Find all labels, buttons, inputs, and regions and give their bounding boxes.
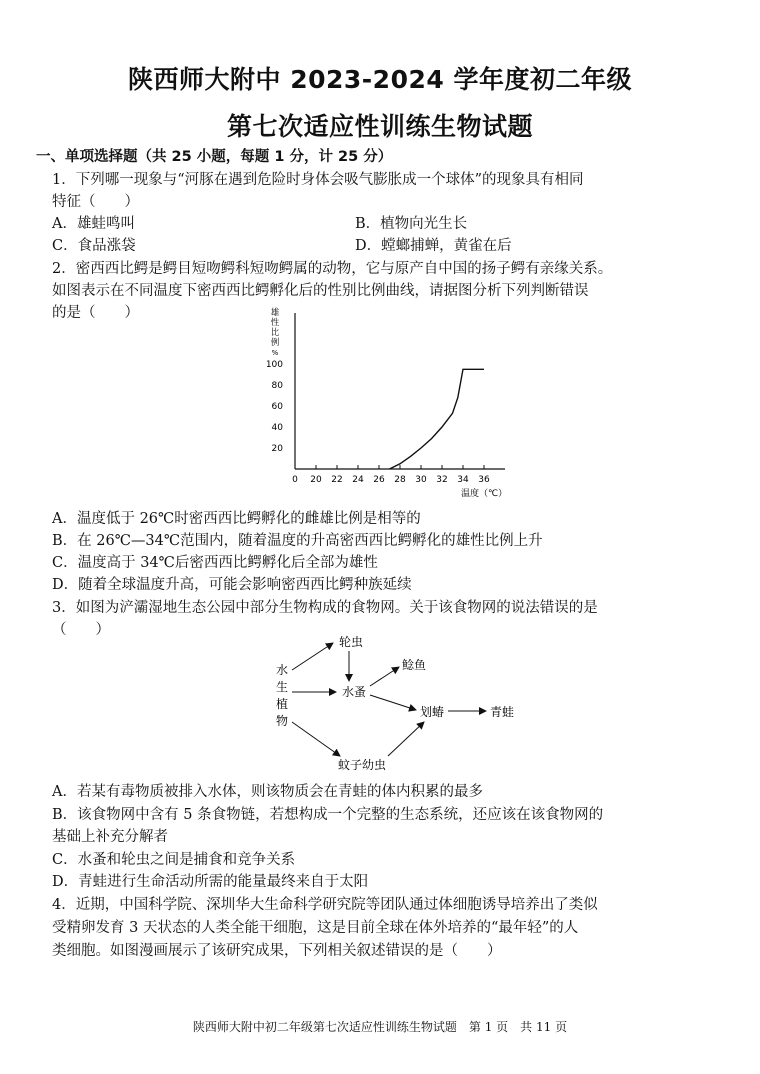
- node-producer-char4: 物: [276, 714, 289, 728]
- node-frog: 青蛙: [490, 705, 515, 719]
- q1-option-d: D．螳螂捕蝉，黄雀在后: [355, 238, 512, 254]
- chart-y-tick-label: 20: [271, 444, 283, 454]
- chart-y-axis-label-char: %: [271, 349, 279, 357]
- q4-stem-line2: 受精卵发育 3 天状态的人类全能干细胞，这是目前全球在体外培养的“最年轻”的人: [52, 920, 579, 936]
- chart-y-tick-label: 100: [265, 360, 283, 370]
- section-heading: 一、单项选择题（共 25 小题，每题 1 分，计 25 分）: [36, 149, 393, 165]
- page-footer: 陕西师大附中初二年级第七次适应性训练生物试题 第 1 页 共 11 页: [192, 1020, 568, 1034]
- q1-stem-line1: 1．下列哪一现象与“河豚在遇到危险时身体会吸气膨胀成一个球体”的现象具有相同: [52, 172, 584, 188]
- q3-option-d: D．青蛙进行生命活动所需的能量最终来自于太阳: [52, 874, 369, 890]
- q2-stem-line1: 2．密西西比鳄是鳄目短吻鳄科短吻鳄属的动物，它与原产自中国的扬子鳄有亲缘关系。: [52, 261, 613, 277]
- q3-stem-line1: 3．如图为浐灞湿地生态公园中部分生物构成的食物网。关于该食物网的说法错误的是: [52, 600, 598, 616]
- node-catfish: 鲶鱼: [402, 658, 427, 672]
- chart-y-axis-label-char: 性: [270, 318, 280, 328]
- arrow-daphnia-to-catfish: [370, 667, 399, 686]
- arrow-plant-to-rotifer: [292, 643, 333, 670]
- chart-x-tick-label: 0: [292, 475, 298, 485]
- q3-option-b-line1: B．该食物网中含有 5 条食物链，若想构成一个完整的生态系统，还应该在该食物网的: [52, 807, 604, 823]
- q4-stem-line1: 4．近期，中国科学院、深圳华大生命科学研究院等团队通过体细胞诱导培养出了类似: [52, 897, 598, 913]
- exam-title-line2: 第七次适应性训练生物试题: [226, 112, 533, 141]
- food-web-diagram: [260, 628, 530, 776]
- chart-x-tick-label: 20: [310, 475, 322, 485]
- sex-ratio-chart: [255, 303, 525, 503]
- q3-stem-line2: （ ）: [52, 622, 110, 638]
- chart-x-tick-label: 28: [394, 475, 406, 485]
- q3-option-a: A．若某有毒物质被排入水体，则该物质会在青蛙的体内积累的最多: [52, 784, 483, 800]
- node-producer-char1: 水: [276, 663, 289, 677]
- q2-option-b: B．在 26℃—34℃范围内，随着温度的升高密西西比鳄孵化的雄性比例上升: [52, 533, 543, 549]
- exam-title-line1: 陕西师大附中 2023-2024 学年度初二年级: [128, 65, 632, 94]
- q2-option-d: D．随着全球温度升高，可能会影响密西西比鳄种族延续: [52, 577, 412, 593]
- chart-y-tick-label: 60: [271, 402, 283, 412]
- q2-stem-line2: 如图表示在不同温度下密西西比鳄孵化后的性别比例曲线，请据图分析下列判断错误: [52, 283, 589, 299]
- chart-y-axis-label-char: 雄: [270, 308, 280, 318]
- node-rotifer: 轮虫: [339, 635, 364, 649]
- chart-x-tick-label: 36: [478, 475, 490, 485]
- q2-stem-line3: 的是（ ）: [52, 305, 139, 321]
- q2-option-a: A．温度低于 26℃时密西西比鳄孵化的雌雄比例是相等的: [52, 511, 421, 527]
- q3-option-c: C．水蚤和轮虫之间是捕食和竞争关系: [52, 852, 296, 868]
- node-producer-char3: 植: [276, 697, 289, 711]
- chart-series-line: [390, 369, 485, 469]
- node-mosquito-larva: 蚊子幼虫: [338, 758, 387, 772]
- arrow-larva-to-boatman: [388, 722, 424, 756]
- arrow-plant-to-larva: [292, 722, 340, 756]
- q1-option-c: C．食品涨袋: [52, 238, 136, 254]
- chart-x-tick-label: 34: [457, 475, 469, 485]
- node-daphnia: 水蚤: [342, 685, 367, 699]
- chart-y-axis-label-char: 比: [270, 328, 280, 338]
- node-water-boatman: 划蝽: [420, 705, 445, 719]
- chart-y-axis-label: [271, 307, 280, 357]
- chart-x-tick-label: 26: [373, 475, 385, 485]
- q1-option-b: B．植物向光生长: [355, 216, 468, 232]
- node-producer-char2: 生: [276, 680, 289, 694]
- chart-x-tick-label: 32: [436, 475, 448, 485]
- chart-x-tick-label: 30: [415, 475, 427, 485]
- q2-option-c: C．温度高于 34℃后密西西比鳄孵化后全部为雄性: [52, 555, 378, 571]
- q4-stem-line3: 类细胞。如图漫画展示了该研究成果，下列相关叙述错误的是（ ）: [52, 943, 502, 959]
- chart-y-tick-label: 40: [271, 423, 283, 433]
- q3-option-b-line2: 基础上补充分解者: [52, 829, 168, 845]
- chart-x-tick-label: 22: [331, 475, 343, 485]
- q1-stem-line2: 特征（ ）: [52, 194, 139, 210]
- chart-y-tick-label: 80: [271, 381, 283, 391]
- q1-option-a: A．雄蛙鸣叫: [52, 216, 135, 232]
- chart-y-axis-label-char: 例: [270, 338, 280, 348]
- chart-x-tick-label: 24: [352, 475, 364, 485]
- arrow-daphnia-to-boatman: [370, 695, 416, 710]
- chart-x-axis-label: 温度（℃）: [461, 489, 508, 499]
